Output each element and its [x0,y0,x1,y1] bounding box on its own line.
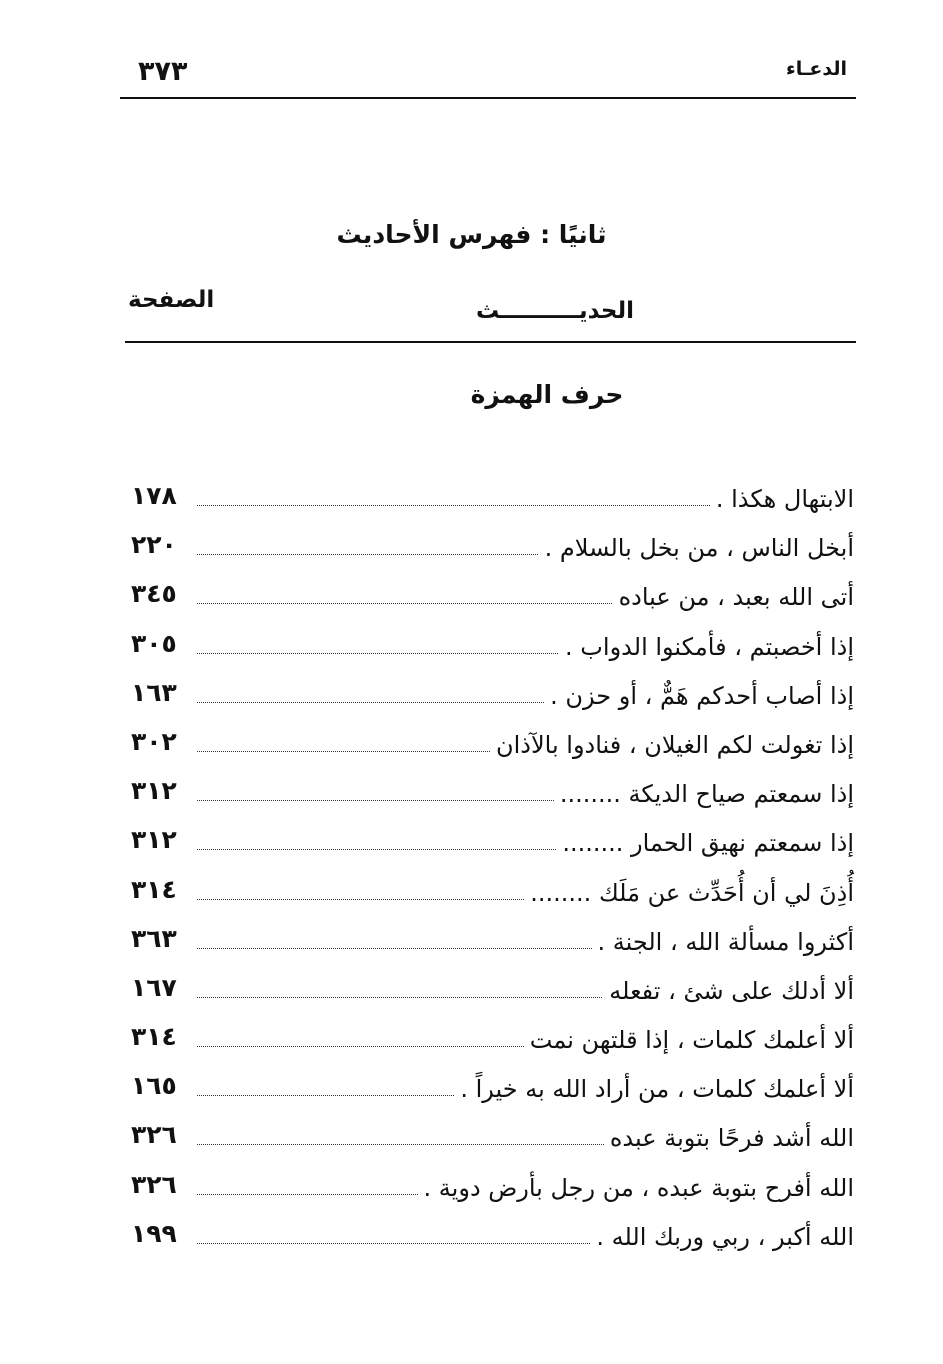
entry-text: ألا أعلمك كلمات ، إذا قلتهن نمت [524,1026,854,1054]
index-entry [125,1016,854,1065]
entry-page-number: ٣١٤ [131,874,177,904]
letter-heading: حرف الهمزة [470,380,624,409]
index-entry [125,721,854,770]
column-header-hadith: الحديــــــــــث [476,298,634,324]
entry-page-number: ٣٢٦ [131,1169,177,1199]
index-entry [125,819,854,868]
entry-page-number: ٣١٢ [131,825,177,855]
index-entry [125,573,854,622]
index-entry [125,918,854,967]
entry-text: إذا سمعتم صياح الديكة ........ [554,780,854,808]
entry-text: أبخل الناس ، من بخل بالسلام . [539,534,854,562]
entry-page-number: ١٦٥ [131,1071,177,1101]
entry-text: أتى الله بعبد ، من عباده [613,583,854,611]
section-title: ثانيًا : فهرس الأحاديث [336,220,607,249]
index-entry [125,1114,854,1163]
entry-page-number: ٣١٢ [131,776,177,806]
index-entry [125,967,854,1016]
entry-page-number: ٣٤٥ [131,579,177,609]
entry-page-number: ١٧٨ [131,481,177,510]
index-entry [125,1213,854,1262]
column-header-page: الصفحة [128,287,215,313]
entry-page-number: ١٦٧ [131,972,177,1002]
entry-text: ألا أدلك على شئ ، تفعله [603,977,854,1005]
index-entry [125,672,854,721]
entry-text: أُذِنَ لي أن أُحَدِّث عن مَلَك ........ [524,879,854,907]
entry-page-number: ٣٠٥ [131,628,177,658]
entry-page-number: ٣٢٦ [131,1120,177,1150]
index-entry [125,869,854,918]
index-entry [125,475,854,524]
running-header-title: الدعـاء [786,58,847,80]
index-entry [125,1164,854,1213]
entry-text: أكثروا مسألة الله ، الجنة . [592,928,855,956]
index-entry [125,524,854,573]
entry-page-number: ١٩٩ [131,1218,177,1248]
entry-text: إذا سمعتم نهيق الحمار ........ [556,829,854,857]
index-entry [125,623,854,672]
entry-text: الله أشد فرحًا بتوبة عبده [604,1124,854,1152]
index-entries [125,475,854,1262]
entry-text: إذا تغولت لكم الغيلان ، فنادوا بالآذان [490,731,854,759]
entry-text: الله أكبر ، ربي وربك الله . [590,1223,854,1251]
entry-page-number: ٣٦٣ [131,923,177,953]
entry-text: الله أفرح بتوبة عبده ، من رجل بأرض دوية . [418,1174,854,1202]
entry-text: إذا أصاب أحدكم هَمٌّ ، أو حزن . [544,682,854,710]
index-entry [125,770,854,819]
entry-page-number: ٢٢٠ [131,530,177,560]
header-divider [120,97,856,99]
entry-text: ألا أعلمك كلمات ، من أراد الله به خيراً . [454,1075,854,1103]
entry-page-number: ٣١٤ [131,1022,177,1052]
columns-divider [125,341,856,343]
index-entry [125,1065,854,1114]
entry-text: إذا أخصبتم ، فأمكنوا الدواب . [559,633,854,661]
entry-page-number: ١٦٣ [131,677,177,707]
entry-page-number: ٣٠٢ [131,726,177,756]
page-number: ٣٧٣ [138,56,188,87]
entry-text: الابتهال هكذا . [710,485,854,513]
